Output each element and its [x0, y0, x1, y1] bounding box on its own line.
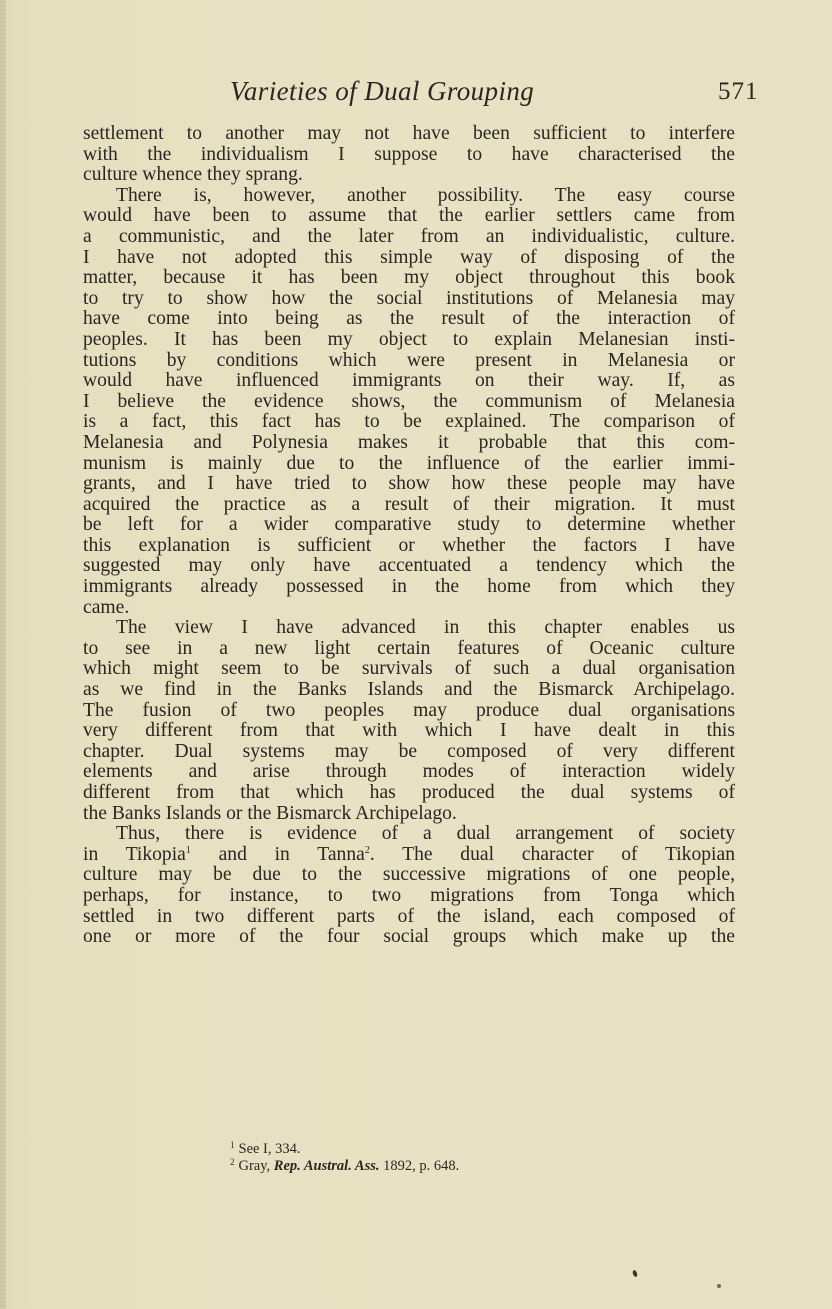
text-fragment: and in Tanna	[190, 843, 365, 865]
footnote-marker: 1	[230, 1140, 235, 1150]
text-line: came.	[83, 596, 130, 618]
text-line: to see in a new light certain features of Oceanic culture	[83, 637, 735, 659]
text-line: culture whence they sprang.	[83, 164, 303, 186]
text-line: chapter. Dual systems may be composed of very different	[83, 740, 735, 762]
text-line: culture may be due to the successive migrations of one people,	[83, 864, 735, 886]
text-line: a communistic, and the later from an individualistic, culture.	[83, 225, 735, 247]
text-line: is a fact, this fact has to be explained. The comparison of	[83, 411, 735, 433]
footnote-ref-1[interactable]: 1	[185, 844, 191, 856]
text-fragment: in Tikopia	[83, 843, 186, 865]
text-line: settlement to another may not have been sufficient to interfere	[83, 123, 735, 144]
paragraph-start: There is, however, another possibility. The easy course	[116, 184, 735, 206]
text-line: with the individualism I suppose to have characterised the	[83, 143, 735, 165]
footnote-1	[230, 1141, 650, 1158]
text-line: different from that which has produced the dual systems of	[83, 782, 735, 803]
text-line: grants, and I have tried to show how these people may have	[83, 473, 735, 495]
footnote-text: See I, 334.	[238, 1141, 301, 1157]
text-line: the Banks Islands or the Bismarck Archipelago.	[83, 802, 457, 824]
text-line: immigrants already possessed in the home from which they	[83, 576, 735, 598]
text-line: matter, because it has been my object throughout this book	[83, 267, 735, 289]
text-line: I have not adopted this simple way of disposing of the	[83, 246, 735, 268]
text-line: elements and arise through modes of interaction widely	[83, 761, 735, 783]
text-line-with-footnote-refs	[83, 845, 735, 866]
text-line: have come into being as the result of the interaction of	[83, 308, 735, 330]
text-line: this explanation is sufficient or whether the factors I have	[83, 534, 735, 556]
page-edge	[0, 0, 6, 1309]
text-fragment: . The dual character of Tikopian	[369, 843, 735, 865]
running-title: Varieties of Dual Grouping	[230, 76, 535, 106]
text-line: one or more of the four social groups which make up the	[83, 926, 735, 948]
body-text	[83, 124, 735, 948]
footnote-citation-title: Rep. Austral. Ass.	[273, 1157, 380, 1174]
footnote-marker: 2	[230, 1156, 235, 1167]
footnote-prefix: Gray,	[238, 1157, 274, 1174]
footnote-suffix: 1892, p. 648.	[379, 1157, 460, 1174]
text-line: would have influenced immigrants on their way. If, as	[83, 370, 735, 392]
text-line: which might seem to be survivals of such a dual organisation	[83, 658, 735, 680]
paragraph-start: Thus, there is evidence of a dual arrangement of society	[116, 823, 735, 845]
text-line: Melanesia and Polynesia makes it probable that this com-	[83, 431, 735, 453]
footnote-2	[230, 1158, 650, 1175]
text-line: as we find in the Banks Islands and the Bismarck Archipelago.	[83, 679, 735, 701]
text-line: perhaps, for instance, to two migrations from Tonga which	[83, 884, 735, 906]
text-line: be left for a wider comparative study to determine whether	[83, 514, 735, 536]
text-line: settled in two different parts of the island, each composed of	[83, 905, 735, 927]
text-line: I believe the evidence shows, the communism of Melanesia	[83, 390, 735, 412]
page-header	[0, 74, 832, 114]
footnote-ref-2[interactable]: 2	[364, 844, 370, 856]
scan-speck	[717, 1284, 721, 1288]
text-line: munism is mainly due to the influence of the earlier immi-	[83, 452, 735, 474]
text-line: tutions by conditions which were present in Melanesia or	[83, 349, 735, 371]
paragraph-start: The view I have advanced in this chapter enables us	[116, 617, 735, 639]
text-line: peoples. It has been my object to explain Melanesian insti-	[83, 328, 735, 350]
text-line: The fusion of two peoples may produce dual organisations	[83, 699, 735, 721]
text-line: suggested may only have accentuated a tendency which the	[83, 555, 735, 577]
footnotes	[230, 1141, 650, 1174]
page-number: 571	[718, 78, 759, 105]
scan-speck	[632, 1270, 638, 1278]
text-line: very different from that with which I have dealt in this	[83, 720, 735, 742]
text-line: to try to show how the social institutions of Melanesia may	[83, 287, 735, 309]
text-line: would have been to assume that the earlier settlers came from	[83, 205, 735, 227]
text-line: acquired the practice as a result of their migration. It must	[83, 493, 735, 515]
